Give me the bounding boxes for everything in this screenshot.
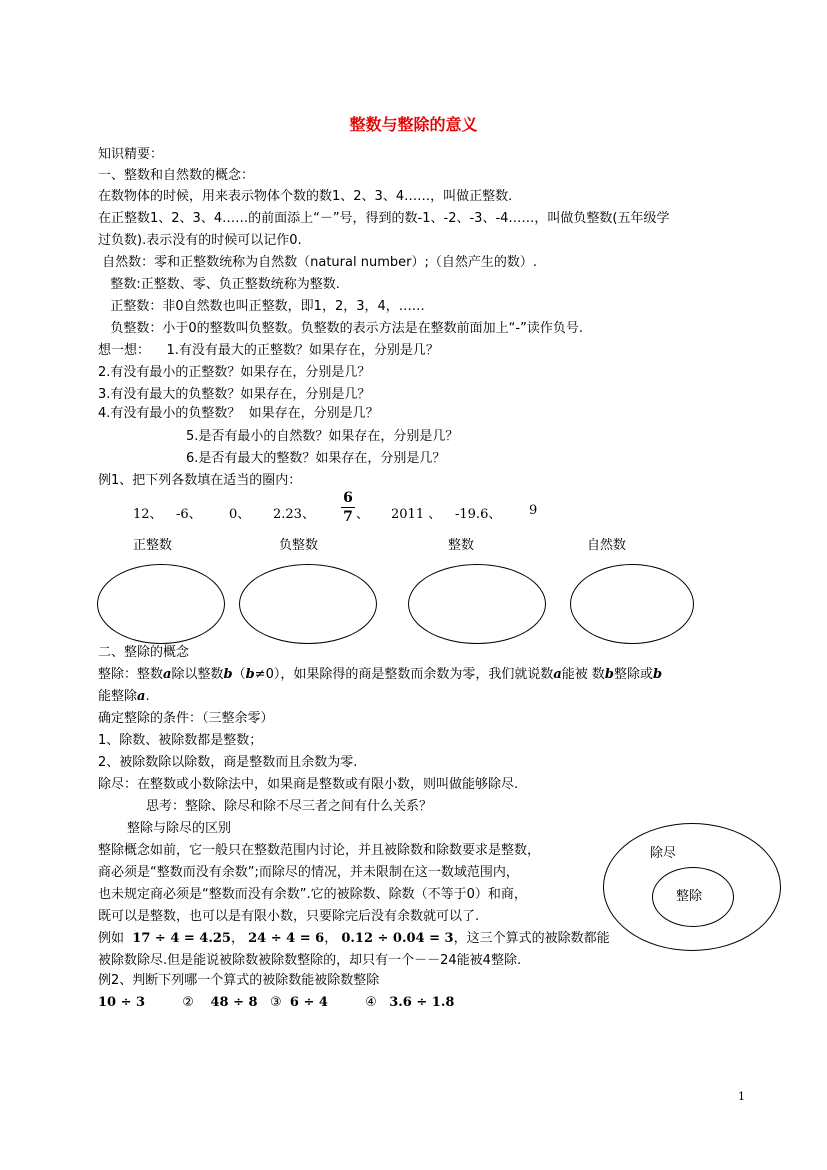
natural-number-circle[interactable] (570, 564, 694, 644)
paragraph-line: 也未规定商必须是“整数而没有余数”.它的被除数、除数（不等于0）和商， (98, 887, 527, 902)
example2-prompt: 例2、判断下列哪一个算式的被除数能被除数整除 (98, 973, 380, 988)
math-expression: 17 ÷ 4 = 4.25 (132, 931, 231, 946)
integer-circle[interactable] (408, 564, 546, 644)
fraction-denominator: 7 (343, 509, 353, 525)
def-part: （ (232, 667, 246, 682)
var-b: b (653, 667, 663, 682)
negative-integer-circle[interactable] (239, 564, 377, 644)
think-question: 思考：整除、除尽和除不尽三者之间有什么关系？ (146, 799, 433, 814)
think-q6: 6.是否有最大的整数？如果存在，分别是几？ (186, 451, 446, 466)
var-b: b (604, 667, 615, 682)
fraction-numerator: 6 (343, 490, 353, 506)
think-q3: 3.有没有最大的负整数？如果存在，分别是几？ (98, 387, 371, 402)
text-line: 正整数：非0自然数也叫正整数，即1，2，3，4，…… (98, 299, 425, 314)
math-expression: 10 ÷ 3 (98, 995, 146, 1010)
paragraph-line: 商必须是“整数而没有余数”;而除尽的情况，并未限制在这一数域范围内， (98, 865, 519, 880)
condition-1: 1、除数、被除数都是整数； (98, 733, 263, 748)
number-item: -19.6、 (455, 507, 502, 522)
text-line: 在正整数1、2、3、4……的前面添上“－”号，得到的数-1、-2、-3、-4……，叫做负整数(五年级学 (98, 211, 670, 226)
page-title: 整数与整除的意义 (349, 115, 478, 134)
var-a: a (553, 667, 562, 682)
number-item: 2.23、 (273, 507, 315, 522)
conditions-title: 确定整除的条件：（三整余零） (98, 711, 274, 726)
def-part: 能被 数 (561, 667, 605, 682)
text-line: 负整数：小于0的整数叫负整数。负整数的表示方法是在整数前面加上“-”读作负号. (98, 321, 583, 336)
think-q2: 2.有没有最小的正整数？如果存在，分别是几？ (98, 365, 371, 380)
think-q1: 想一想： 1.有没有最大的正整数？如果存在，分别是几？ (98, 343, 439, 358)
venn-outer-label: 除尽 (650, 846, 677, 861)
def-part: . (145, 689, 150, 704)
condition-2: 2、被除数除以除数，商是整数而且余数为零. (98, 755, 358, 770)
think-q4: 4.有没有最小的负整数？ 如果存在，分别是几？ (98, 406, 379, 421)
var-b: b (223, 667, 233, 682)
example-prefix: 例如 (98, 931, 125, 946)
divisibility-definition-line2 (98, 688, 150, 706)
var-b: b (245, 667, 255, 682)
text-line: 整数:正整数、零、负正整数统称为整数. (98, 277, 340, 292)
example-suffix: ，这三个算式的被除数都能 (453, 931, 610, 946)
difference-title: 整除与除尽的区别 (127, 821, 232, 836)
var-a: a (163, 667, 172, 682)
math-expression: 24 ÷ 4 = 6 (248, 931, 325, 946)
number-item: 2011 、 (391, 507, 442, 522)
text-line: 过负数).表示没有的时候可以记作0. (98, 233, 302, 248)
label-integer: 整数 (448, 538, 475, 553)
circled-number: ② (182, 995, 194, 1010)
divisible-exactly-definition: 除尽：在整数或小数除法中，如果商是整数或有限小数，则叫做能够除尽. (98, 777, 519, 792)
paragraph-line: 整除概念如前，它一般只在整数范围内讨论，并且被除数和除数要求是整数， (98, 843, 541, 858)
number-item: 9 (529, 503, 538, 518)
label-natural-number: 自然数 (587, 538, 627, 553)
label-negative-integer: 负整数 (279, 538, 319, 553)
def-part: 整除：整数 (98, 667, 164, 682)
positive-integer-circle[interactable] (97, 564, 225, 644)
def-part: 整除或 (614, 667, 654, 682)
circled-number: ④ (365, 995, 377, 1010)
review-heading: 知识精要： (98, 147, 164, 162)
number-item: 0、 (229, 507, 251, 522)
venn-inner-label: 整除 (676, 889, 703, 904)
paragraph-line: 既可以是整数，也可以是有限小数，只要除完后没有余数就可以了. (98, 909, 480, 924)
circled-number: ③ (269, 995, 282, 1010)
section1-heading: 一、整数和自然数的概念： (98, 168, 255, 183)
example-line: 例如 17 ÷ 4 = 4.25， 24 ÷ 4 = 6， 0.12 ÷ 0.04 = 3，这三个算式的被除数都能 (98, 931, 610, 946)
math-expression: 0.12 ÷ 0.04 = 3 (341, 931, 454, 946)
page-number: 1 (738, 1090, 745, 1103)
number-item: 12、 (133, 507, 163, 522)
math-expression: 3.6 ÷ 1.8 (389, 995, 455, 1010)
section2-heading: 二、整除的概念 (98, 645, 190, 660)
var-a: a (137, 689, 146, 704)
math-expression: 6 ÷ 4 (289, 995, 328, 1010)
text-line: 自然数：零和正整数统称为自然数（natural number）;（自然产生的数）. (98, 255, 537, 270)
def-part: 除以整数 (171, 667, 224, 682)
math-expression: 48 ÷ 8 (210, 995, 258, 1010)
text-line: 在数物体的时候，用来表示物体个数的数1、2、3、4……，叫做正整数. (98, 189, 513, 204)
think-q5: 5.是否有最小的自然数？如果存在，分别是几？ (186, 429, 459, 444)
divisibility-definition (98, 666, 662, 684)
def-part: ≠0），如果除得的商是整数而余数为零，我们就说数 (254, 667, 554, 682)
example1-prompt: 例1、把下列各数填在适当的圈内： (98, 473, 302, 488)
example-line-2: 被除数除尽.但是能说被除数被除数整除的，却只有一个－－24能被4整除. (98, 953, 522, 968)
fraction (341, 490, 355, 525)
number-item: 、 (356, 507, 370, 522)
def-part: 能整除 (98, 689, 138, 704)
number-item: -6、 (176, 507, 202, 522)
example2-items (98, 994, 454, 1012)
label-positive-integer: 正整数 (133, 538, 173, 553)
